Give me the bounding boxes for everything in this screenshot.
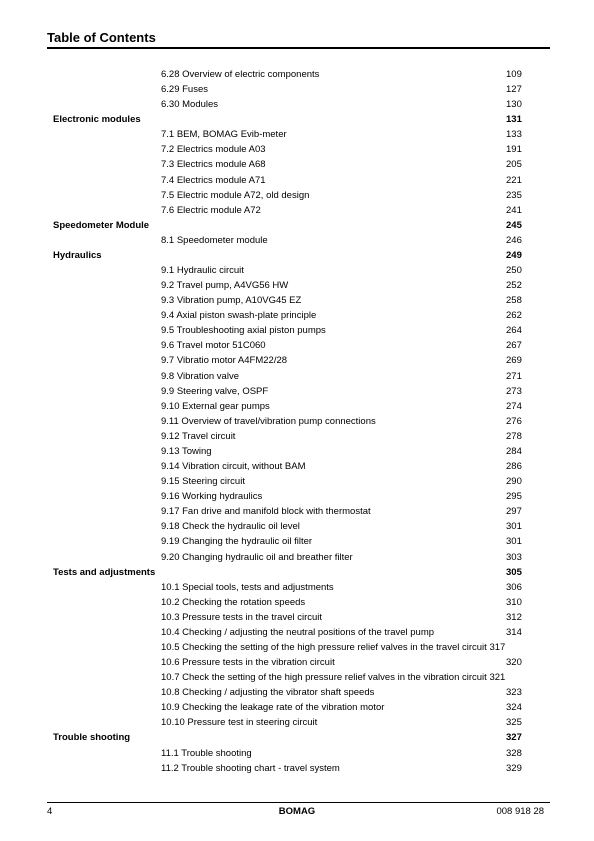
toc-entry[interactable] [0,263,594,278]
toc-entry[interactable] [0,670,594,685]
toc-page-number: 262 [506,310,522,322]
toc-entry[interactable] [0,173,594,188]
footer-divider [47,802,550,803]
toc-entry-title: 9.1 Hydraulic circuit [161,265,244,277]
toc-entry-title: 6.29 Fuses [161,84,208,96]
toc-entry-title: 11.1 Trouble shooting [161,747,252,759]
toc-section-title: Hydraulics [53,249,102,261]
toc-entry-title: 9.20 Changing hydraulic oil and breather filter [161,551,353,563]
toc-page-number: 130 [506,99,522,111]
toc-page-number: 301 [506,521,522,533]
toc-page-number: 221 [506,174,522,186]
toc-entry-title: 9.8 Vibration valve [161,370,239,382]
toc-section-title: Speedometer Module [53,219,150,231]
toc-entry[interactable] [0,82,594,97]
toc-entry-title: 9.12 Travel circuit [161,430,236,442]
toc-section[interactable] [0,218,594,233]
toc-entry-title: 7.5 Electric module A72, old design [161,189,310,201]
toc-page-number: 273 [506,385,522,397]
toc-entry[interactable] [0,127,594,142]
footer-doc-number: 008 918 28 [496,806,544,817]
toc-page-number: 241 [506,204,522,216]
toc-entry[interactable] [0,715,594,730]
toc-entry[interactable] [0,369,594,384]
toc-page-number: 109 [506,69,522,80]
toc-entry-title: 10.8 Checking / adjusting the vibrator shaft speeds [161,687,375,699]
toc-entry-title: 9.5 Troubleshooting axial piston pumps [161,325,326,337]
toc-entry[interactable] [0,640,594,655]
toc-entry-title: 7.2 Electrics module A03 [161,144,266,156]
toc-entry-title: 7.4 Electrics module A71 [161,174,266,186]
toc-entry-title: 10.10 Pressure test in steering circuit [161,717,318,729]
toc-page-number: 127 [506,84,522,96]
toc-page-number: 329 [506,762,522,774]
toc-entry[interactable] [0,625,594,640]
toc-page-number: 303 [506,551,522,563]
toc-page-number: 328 [506,747,522,759]
toc-page-number: 320 [506,657,522,669]
toc-entry[interactable] [0,519,594,534]
toc-entry[interactable] [0,429,594,444]
toc-entry[interactable] [0,142,594,157]
toc-section[interactable] [0,112,594,127]
toc-entry-title: 6.28 Overview of electric components [161,69,320,80]
toc-entry-title: 9.11 Overview of travel/vibration pump connections [161,415,376,427]
toc-page-number: 258 [506,295,522,307]
toc-page-number: 290 [506,476,522,488]
toc-page-number: 301 [506,536,522,548]
toc-entry[interactable] [0,489,594,504]
toc-entry-title: 7.3 Electrics module A68 [161,159,266,171]
toc-entry-title: 9.13 Towing [161,445,212,457]
toc-entry[interactable] [0,188,594,203]
toc-entry[interactable] [0,338,594,353]
toc-page-number: 305 [506,566,522,578]
toc-section[interactable] [0,730,594,745]
toc-entry-title: 9.16 Working hydraulics [161,491,263,503]
toc-entry[interactable] [0,700,594,715]
toc-entry-title: 9.17 Fan drive and manifold block with thermostat [161,506,371,518]
toc-entry[interactable] [0,534,594,549]
toc-entry-title: 8.1 Speedometer module [161,234,268,246]
toc-entry-title: 9.14 Vibration circuit, without BAM [161,461,306,473]
toc-entry-title: 11.2 Trouble shooting chart - travel system [161,762,340,774]
toc-page-number: 250 [506,265,522,277]
toc-section-title: Tests and adjustments [53,566,156,578]
toc-entry-title: 9.7 Vibratio motor A4FM22/28 [161,355,288,367]
toc-page-number: 310 [506,596,522,608]
header-divider [47,47,550,49]
toc-page-number: 297 [506,506,522,518]
toc-entry[interactable] [0,746,594,761]
toc-entry[interactable] [0,459,594,474]
toc-entry-title: 10.3 Pressure tests in the travel circuit [161,611,323,623]
toc-entry-title: 9.9 Steering valve, OSPF [161,385,269,397]
toc-entry[interactable] [0,399,594,414]
toc-page-number: 323 [506,687,522,699]
toc-entry[interactable] [0,655,594,670]
toc-page-number: 306 [506,581,522,593]
toc-page-number: 205 [506,159,522,171]
toc-entry-title: 7.6 Electric module A72 [161,204,261,216]
toc-page-number: 327 [506,732,522,744]
toc-entry-title: 10.2 Checking the rotation speeds [161,596,306,608]
toc-entry[interactable] [0,474,594,489]
toc-page-number: 312 [506,611,522,623]
toc-entry[interactable] [0,67,594,82]
toc-page-number: 286 [506,461,522,473]
toc-entry[interactable] [0,157,594,172]
toc-section[interactable] [0,565,594,580]
toc-entry-title: 6.30 Modules [161,99,219,111]
toc-page-number: 131 [506,114,522,126]
toc-page-number: 274 [506,400,522,412]
toc-entry[interactable] [0,97,594,112]
toc-entry[interactable] [0,308,594,323]
toc-entry-title: 9.6 Travel motor 51C060 [161,340,266,352]
toc-entry[interactable] [0,761,594,776]
toc-section-title: Electronic modules [53,114,141,126]
toc-entry-title: 10.1 Special tools, tests and adjustments [161,581,334,593]
toc-page-number: 133 [506,129,522,141]
toc-entry[interactable] [0,444,594,459]
toc-page-number: 264 [506,325,522,337]
toc-entry[interactable] [0,685,594,700]
toc-entry[interactable] [0,233,594,248]
page-title: Table of Contents [47,30,156,45]
toc-page-number: 245 [506,219,522,231]
toc-entry[interactable] [0,323,594,338]
toc-page-number: 276 [506,415,522,427]
toc-entry[interactable] [0,278,594,293]
toc-entry-title: 7.1 BEM, BOMAG Evib-meter [161,129,287,141]
toc-page-number: 267 [506,340,522,352]
toc-entry-title: 9.19 Changing the hydraulic oil filter [161,536,313,548]
toc-section-title: Trouble shooting [53,732,131,744]
toc-entry[interactable] [0,504,594,519]
toc-page-number: 252 [506,280,522,292]
toc-entry[interactable] [0,595,594,610]
toc-entry[interactable] [0,580,594,595]
toc-entry[interactable] [0,353,594,368]
toc-entry-title: 9.4 Axial piston swash-plate principle [161,310,317,322]
toc-entry[interactable] [0,203,594,218]
toc-entry[interactable] [0,550,594,565]
toc-page-number: 324 [506,702,522,714]
footer-page-number: 4 [47,806,53,817]
toc-entry-title: 9.3 Vibration pump, A10VG45 EZ [161,295,302,307]
toc-page-number: 284 [506,445,522,457]
toc-page-number: 271 [506,370,522,382]
toc-page-number: 191 [506,144,522,156]
toc-entry[interactable] [0,414,594,429]
toc-entry-title: 10.5 Checking the setting of the high pressure relief valves in the travel circuit 317 [161,641,506,653]
toc-entry-title: 9.15 Steering circuit [161,476,245,488]
table-of-contents [0,67,594,776]
toc-page-number: 269 [506,355,522,367]
toc-entry[interactable] [0,610,594,625]
toc-entry-title: 9.2 Travel pump, A4VG56 HW [161,280,289,292]
toc-entry-title: 10.9 Checking the leakage rate of the vibration motor [161,702,385,714]
toc-entry[interactable] [0,293,594,308]
toc-entry-title: 10.6 Pressure tests in the vibration circuit [161,657,335,669]
footer-brand: BOMAG [278,806,316,817]
toc-entry[interactable] [0,384,594,399]
toc-page-number: 295 [506,491,522,503]
toc-page-number: 278 [506,430,522,442]
toc-page-number: 249 [506,249,522,261]
toc-page-number: 314 [506,626,522,638]
toc-entry-title: 9.10 External gear pumps [161,400,270,412]
toc-entry-title: 9.18 Check the hydraulic oil level [161,521,300,533]
toc-page-number: 246 [506,234,522,246]
toc-section[interactable] [0,248,594,263]
toc-page-number: 325 [506,717,522,729]
toc-entry-title: 10.7 Check the setting of the high pressure relief valves in the vibration circuit 321 [161,672,506,684]
toc-entry-title: 10.4 Checking / adjusting the neutral positions of the travel pump [161,626,435,638]
toc-page-number: 235 [506,189,522,201]
